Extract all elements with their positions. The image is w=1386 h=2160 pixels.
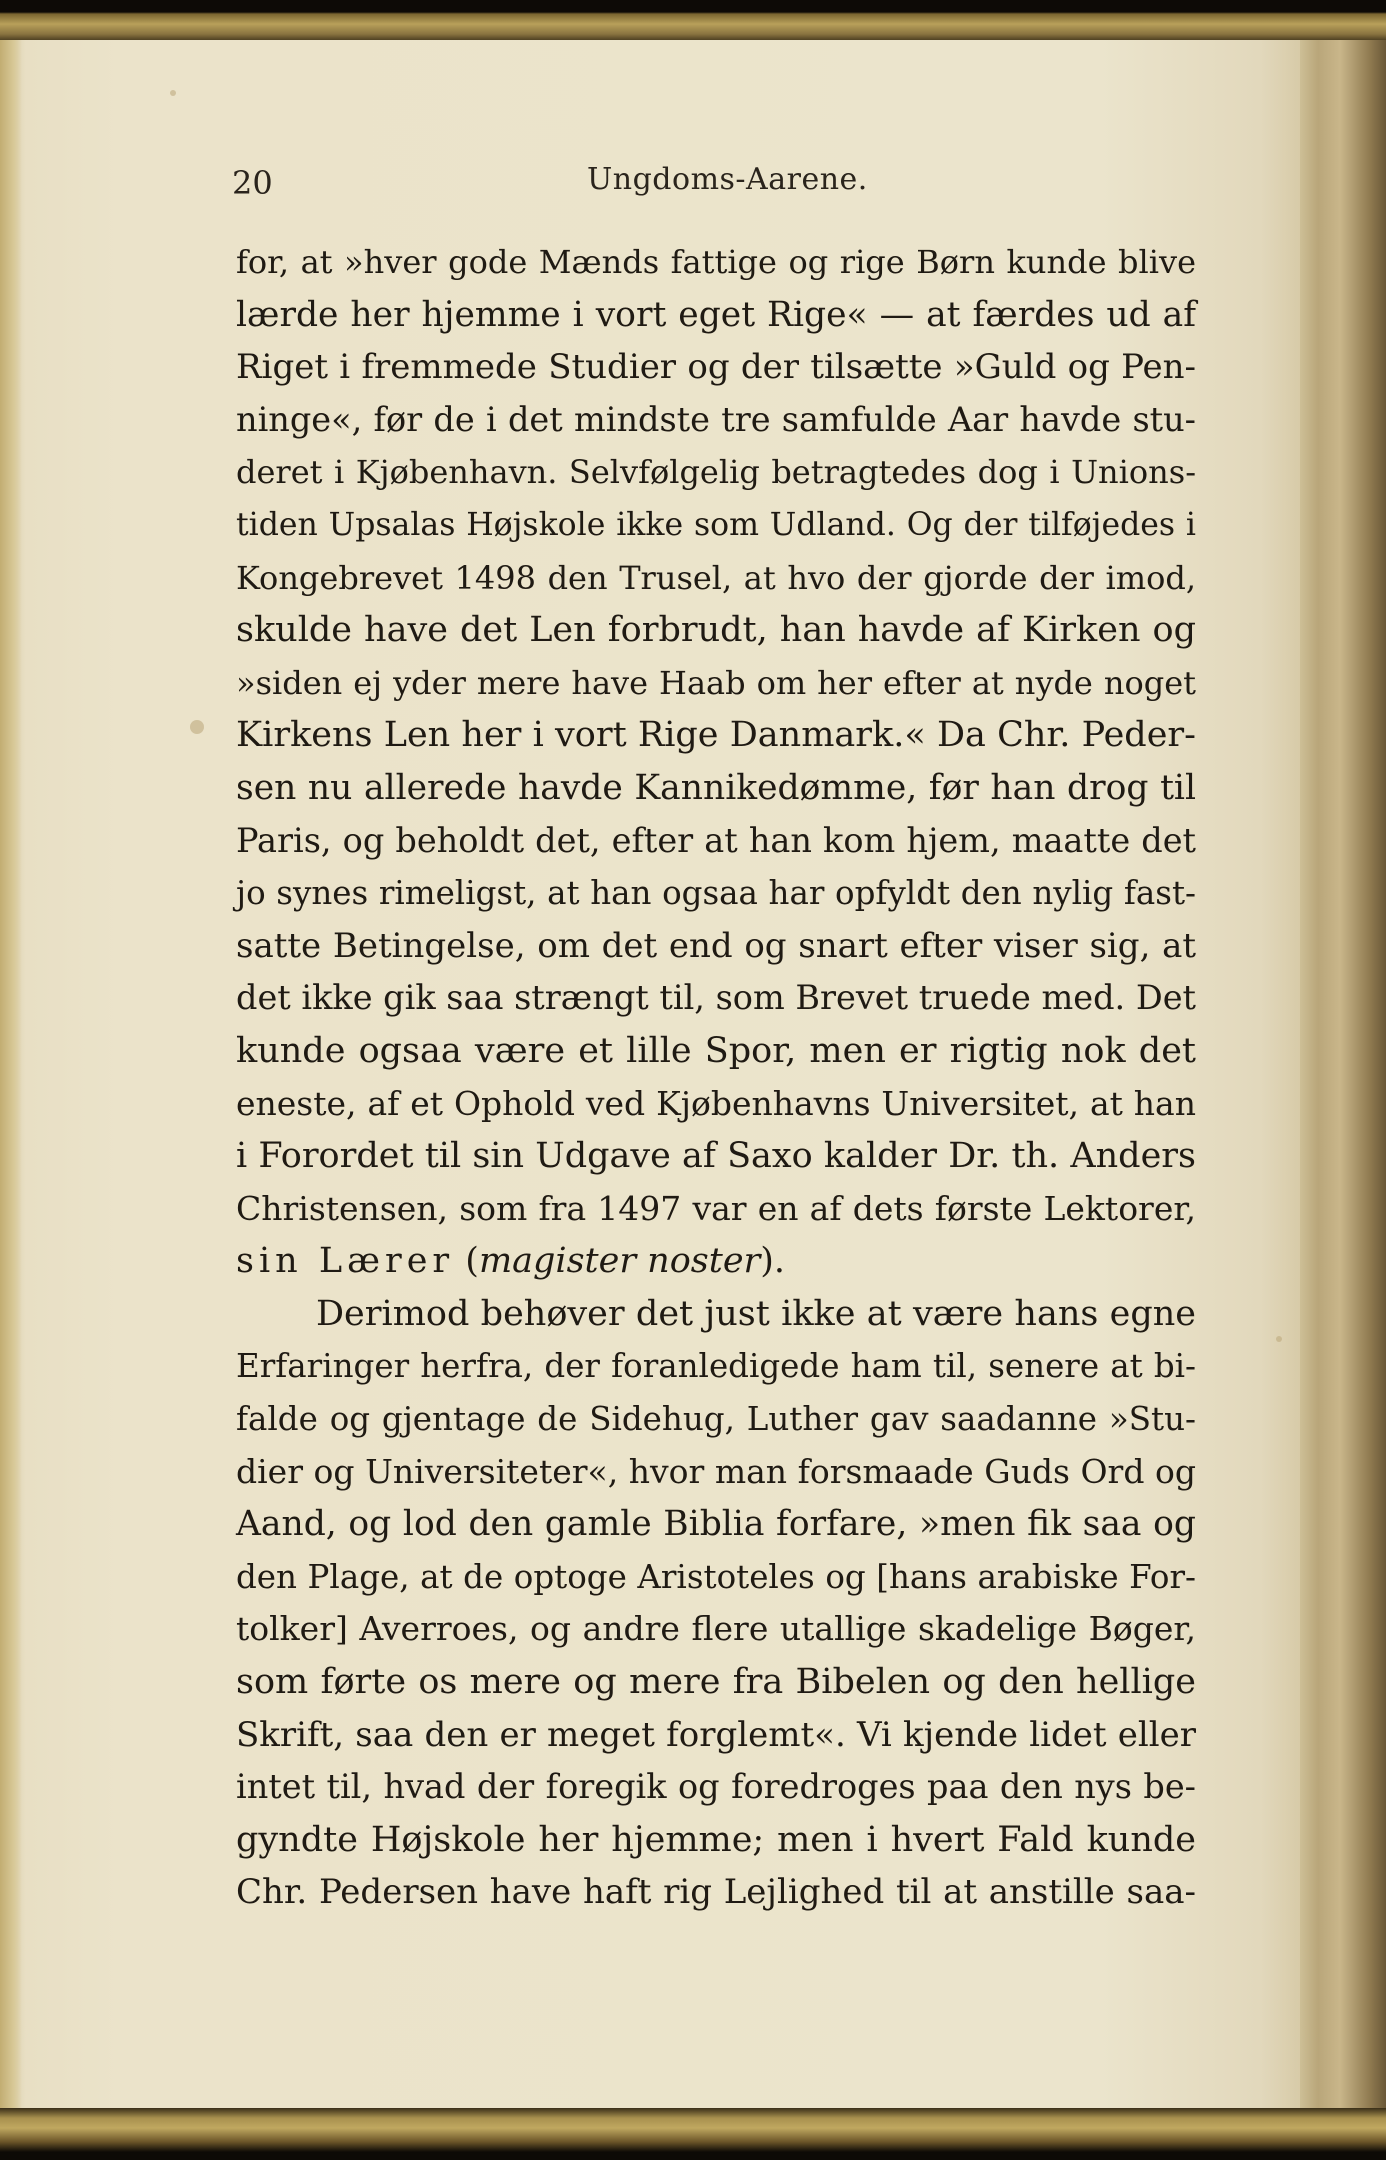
text-line: tolker] Averroes, og andre flere utallige skadelige Bøger, bbox=[236, 1609, 1196, 1649]
text-line: deret i Kjøbenhavn. Selvfølgelig betragtedes dog i Unions- bbox=[236, 453, 1196, 492]
text-line: kunde ogsaa være et lille Spor, men er rigtig nok det bbox=[236, 1030, 1196, 1071]
text-line: sen nu allerede havde Kannikedømme, før han drog til bbox=[236, 767, 1196, 808]
text-line: den Plage, at de optoge Aristoteles og [hans arabiske For- bbox=[236, 1557, 1196, 1596]
text-line: lærde her hjemme i vort eget Rige« — at færdes ud af bbox=[236, 294, 1196, 335]
text-line: intet til, hvad der foregik og foredroges paa den nys be- bbox=[236, 1767, 1196, 1807]
text-line: skulde have det Len forbrudt, han havde af Kirken og bbox=[236, 610, 1196, 651]
paper-spot bbox=[170, 90, 176, 96]
text-line: tiden Upsalas Højskole ikke som Udland. Og der tilføjedes i bbox=[236, 506, 1196, 543]
text-line: Christensen, som fra 1497 var en af dets første Lektorer, bbox=[236, 1188, 1196, 1228]
text-line: »siden ej yder mere have Haab om her efter at nyde noget bbox=[236, 663, 1196, 702]
text-line: Kirkens Len her i vort Rige Danmark.« Da Chr. Peder- bbox=[236, 715, 1196, 756]
text-line: Derimod behøver det just ikke at være hans egne bbox=[316, 1293, 1196, 1334]
page-number: 20 bbox=[232, 164, 273, 202]
text-line: satte Betingelse, om det end og snart efter viser sig, at bbox=[236, 925, 1196, 966]
text-line: det ikke gik saa strængt til, som Brevet truede med. Det bbox=[236, 978, 1196, 1018]
text-line: falde og gjentage de Sidehug, Luther gav saadanne »Stu- bbox=[236, 1400, 1196, 1439]
page-header bbox=[232, 160, 1192, 204]
top-scan-edge bbox=[0, 0, 1386, 44]
paren-close: ). bbox=[760, 1241, 786, 1282]
text-line: Aand, og lod den gamle Biblia forfare, »men fik saa og bbox=[236, 1504, 1196, 1545]
text-line: i Forordet til sin Udgave af Saxo kalder Dr. th. Anders bbox=[236, 1136, 1196, 1177]
text-line: gyndte Højskole her hjemme; men i hvert Fald kunde bbox=[236, 1819, 1196, 1860]
text-line: Erfaringer herfra, der foranledigede ham til, senere at bi- bbox=[236, 1347, 1196, 1386]
text-line: Riget i fremmede Studier og der tilsætte »Guld og Pen- bbox=[236, 347, 1196, 388]
book-spine bbox=[1300, 40, 1386, 2118]
text-line: dier og Universiteter«, hvor man forsmaade Guds Ord og bbox=[236, 1451, 1196, 1491]
text-line: for, at »hver gode Mænds fattige og rige Børn kunde blive bbox=[236, 243, 1196, 281]
spaced-phrase: sin Lærer bbox=[236, 1241, 455, 1282]
text-line: ninge«, før de i det mindste tre samfulde Aar havde stu- bbox=[236, 399, 1196, 439]
italic-phrase: magister noster bbox=[478, 1241, 761, 1282]
text-line: Kongebrevet 1498 den Trusel, at hvo der gjorde der imod, bbox=[236, 558, 1196, 597]
text-line: Chr. Pedersen have haft rig Lejlighed til at anstille saa- bbox=[236, 1872, 1196, 1913]
body-text bbox=[236, 236, 1196, 1919]
text-line: eneste, af et Ophold ved Kjøbenhavns Universitet, at han bbox=[236, 1083, 1196, 1123]
text-line: som førte os mere og mere fra Bibelen og den hellige bbox=[236, 1662, 1196, 1703]
text-line-last bbox=[236, 1235, 1196, 1288]
left-page-edge bbox=[0, 40, 22, 2118]
text-line: Paris, og beholdt det, efter at han kom hjem, maatte det bbox=[236, 820, 1196, 860]
paren-open: ( bbox=[465, 1241, 479, 1282]
text-line: jo synes rimeligst, at han ogsaa har opfyldt den nylig fast- bbox=[236, 874, 1196, 913]
paragraph-2 bbox=[236, 1288, 1196, 1919]
running-head: Ungdoms-Aarene. bbox=[587, 162, 868, 197]
text-line: Skrift, saa den er meget forglemt«. Vi kjende lidet eller bbox=[236, 1714, 1196, 1755]
paragraph-1 bbox=[236, 236, 1196, 1288]
paper-spot bbox=[190, 720, 204, 734]
bottom-scan-edge bbox=[0, 2108, 1386, 2160]
paper-spot bbox=[1276, 1336, 1282, 1342]
